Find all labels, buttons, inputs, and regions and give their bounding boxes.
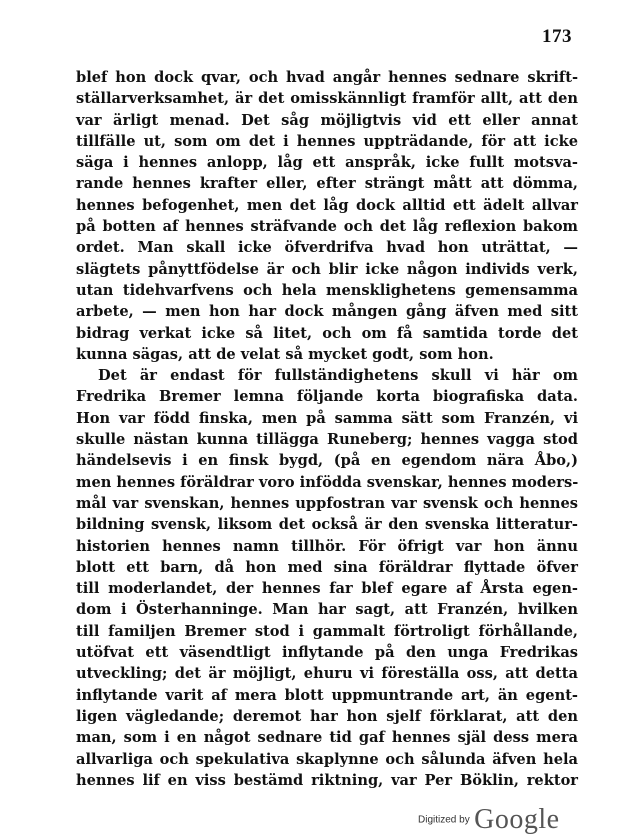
text-line: ställarverksamhet, är det omisskännligt framför allt, att den	[76, 90, 578, 108]
body-text	[76, 67, 578, 791]
text-line: allvarliga och spekulativa skaplynne och sålunda äfven hela	[76, 750, 578, 768]
text-line: blott ett barn, då hon med sina föräldrar flyttade öfver	[76, 558, 578, 576]
text-line: Fredrika Bremer lemna följande korta biografiska data.	[76, 388, 578, 406]
text-line: historien hennes namn tillhör. För öfrigt var hon ännu	[76, 537, 578, 555]
text-line: Det är endast för fullständighetens skull vi här om	[98, 367, 578, 385]
text-line: slägtets pånyttfödelse är och blir icke någon individs verk,	[76, 260, 578, 278]
text-line: utveckling; det är möjligt, ehuru vi föreställa oss, att detta	[76, 665, 578, 683]
text-line: arbete, — men hon har dock mången gång äfven med sitt	[76, 303, 578, 321]
text-line: hennes lif en viss bestämd riktning, var Per Böklin, rektor	[76, 771, 578, 789]
google-logo: Google	[474, 804, 560, 835]
text-line: blef hon dock qvar, och hvad angår hennes sednare skrift-	[76, 69, 578, 86]
text-line: till moderlandet, der hennes far blef egare af Årsta egen-	[76, 580, 578, 598]
text-line: man, som i en något sednare tid gaf hennes själ dess mera	[76, 729, 578, 747]
digitized-by-label: Digitized by	[418, 814, 470, 826]
text-line: till familjen Bremer stod i gammalt förtroligt förhållande,	[76, 622, 578, 640]
page-number: 173	[542, 26, 572, 47]
text-line: bidrag verkat icke så litet, och om få samtida torde det	[76, 324, 578, 342]
text-line: inflytande varit af mera blott uppmuntrande art, än egent-	[76, 686, 578, 704]
text-line: utöfvat ett väsendtligt inflytande på den unga Fredrikas	[76, 644, 578, 662]
text-line: händelsevis i en finsk bygd, (på en egendom nära Åbo,)	[76, 452, 578, 470]
text-line: tillfälle ut, som om det i hennes uppträdande, för att icke	[76, 132, 578, 150]
text-line: kunna sägas, att de velat så mycket godt, som hon.	[76, 345, 494, 363]
text-line: rande hennes krafter eller, efter strängt mått att dömma,	[76, 175, 578, 193]
text-line: mål var svenskan, hennes uppfostran var svensk och hennes	[76, 494, 578, 512]
text-line: hennes befogenhet, men det låg dock alltid ett ädelt allvar	[76, 196, 578, 214]
text-line: var ärligt menad. Det såg möjligtvis vid ett eller annat	[76, 111, 578, 129]
text-line: ordet. Man skall icke öfverdrifva hvad hon uträttat, —	[76, 239, 578, 257]
digitized-footer	[418, 804, 560, 836]
text-line: Hon var född finska, men på samma sätt som Franzén, vi	[76, 409, 578, 427]
text-line: utan tidehvarfvens och hela mensklighetens gemensamma	[76, 281, 578, 299]
text-line: men hennes föräldrar voro infödda svenskar, hennes moders-	[76, 473, 579, 491]
text-line: skulle nästan kunna tillägga Runeberg; hennes vagga stod	[76, 431, 578, 449]
text-line: säga i hennes anlopp, låg ett anspråk, icke fullt motsva-	[76, 154, 578, 172]
text-line: på botten af hennes sträfvande och det låg reflexion bakom	[76, 218, 578, 236]
text-line: ligen vägledande; deremot har hon sjelf förklarat, att den	[76, 707, 578, 725]
text-line: bildning svensk, liksom det också är den svenska litteratur-	[76, 516, 578, 534]
text-line: dom i Österhanninge. Man har sagt, att Franzén, hvilken	[76, 601, 578, 619]
